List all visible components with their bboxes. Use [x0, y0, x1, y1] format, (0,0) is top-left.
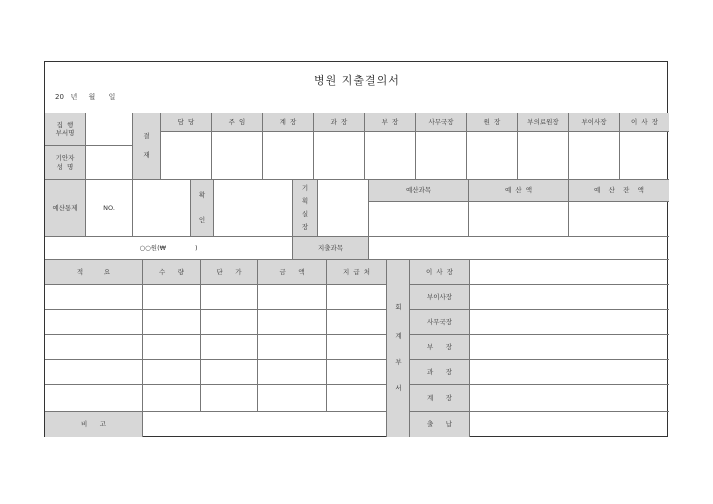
confirm-label: 확 인 [191, 180, 214, 237]
role-header: 주 임 [212, 113, 263, 132]
signature-box[interactable] [212, 132, 263, 180]
expense-account-label: 지출과목 [293, 237, 369, 260]
table-cell[interactable] [201, 360, 258, 385]
accounting-sign-field[interactable] [470, 360, 669, 385]
approval-label: 결 재 [133, 113, 161, 180]
quantity-header: 수 량 [143, 260, 201, 285]
accounting-sign-field[interactable] [470, 285, 669, 310]
accounting-role: 부이사장 [410, 285, 470, 310]
table-cell[interactable] [143, 335, 201, 360]
remarks-label: 비 고 [45, 412, 143, 437]
table-cell[interactable] [327, 285, 387, 310]
total-amount: ○○원(₩ ) [45, 237, 293, 260]
signature-box[interactable] [620, 132, 669, 180]
description-header: 적 요 [45, 260, 143, 285]
budget-item-field[interactable] [369, 202, 469, 237]
table-cell[interactable] [143, 310, 201, 335]
table-cell[interactable] [327, 360, 387, 385]
dept-field[interactable] [86, 113, 133, 146]
payee-header: 지 급 처 [327, 260, 387, 285]
role-header: 부이사장 [569, 113, 620, 132]
accounting-role: 출 납 [410, 412, 470, 437]
table-cell[interactable] [258, 335, 327, 360]
budget-item-header: 예산과목 [369, 180, 469, 202]
table-cell[interactable] [45, 335, 143, 360]
role-header: 담 당 [161, 113, 212, 132]
accounting-role: 이 사 장 [410, 260, 470, 285]
table-cell[interactable] [258, 360, 327, 385]
role-header: 원 장 [467, 113, 518, 132]
planning-director-label: 기 획 실 장 [293, 180, 318, 237]
unit-price-header: 단 가 [201, 260, 258, 285]
drafter-label: 기안자 성 명 [45, 146, 86, 180]
table-cell[interactable] [327, 385, 387, 412]
table-cell[interactable] [201, 335, 258, 360]
no-label: NO. [86, 180, 133, 237]
accounting-role: 부 장 [410, 335, 470, 360]
table-cell[interactable] [45, 310, 143, 335]
accounting-sign-field[interactable] [470, 310, 669, 335]
accounting-role: 과 장 [410, 360, 470, 385]
signature-box[interactable] [416, 132, 467, 180]
signature-box[interactable] [518, 132, 569, 180]
table-cell[interactable] [143, 285, 201, 310]
remarks-field[interactable] [143, 412, 387, 437]
signature-box[interactable] [365, 132, 416, 180]
planning-sign-box[interactable] [318, 180, 369, 237]
role-header: 과 장 [314, 113, 365, 132]
table-cell[interactable] [258, 385, 327, 412]
dept-label: 집 행 부서명 [45, 113, 86, 146]
accounting-sign-field[interactable] [470, 385, 669, 412]
table-cell[interactable] [327, 310, 387, 335]
role-header: 계 장 [263, 113, 314, 132]
budget-amount-field[interactable] [469, 202, 569, 237]
table-cell[interactable] [143, 360, 201, 385]
budget-control-label: 예산통제 [45, 180, 86, 237]
budget-no-field[interactable] [133, 180, 191, 237]
accounting-sign-field[interactable] [470, 260, 669, 285]
role-header: 부의료원장 [518, 113, 569, 132]
table-cell[interactable] [143, 385, 201, 412]
table-cell[interactable] [327, 335, 387, 360]
table-cell[interactable] [201, 285, 258, 310]
role-header: 부 장 [365, 113, 416, 132]
role-header: 사무국장 [416, 113, 467, 132]
budget-amount-header: 예 산 액 [469, 180, 569, 202]
accounting-sign-field[interactable] [470, 335, 669, 360]
date-line: 20 년 월 일 [55, 93, 116, 101]
table-cell[interactable] [45, 360, 143, 385]
signature-box[interactable] [569, 132, 620, 180]
accounting-dept-label: 회 계 부 서 [387, 260, 410, 437]
table-cell[interactable] [258, 285, 327, 310]
expense-account-field[interactable] [369, 237, 669, 260]
budget-balance-header: 예 산 잔 액 [569, 180, 669, 202]
table-cell[interactable] [45, 385, 143, 412]
budget-balance-field[interactable] [569, 202, 669, 237]
signature-box[interactable] [263, 132, 314, 180]
role-header: 이 사 장 [620, 113, 669, 132]
confirm-sign-box[interactable] [214, 180, 293, 237]
table-cell[interactable] [45, 285, 143, 310]
accounting-role: 사무국장 [410, 310, 470, 335]
signature-box[interactable] [314, 132, 365, 180]
signature-box[interactable] [161, 132, 212, 180]
drafter-field[interactable] [86, 146, 133, 180]
form-title: 병원 지출결의서 [314, 74, 400, 87]
signature-box[interactable] [467, 132, 518, 180]
amount-header: 금 액 [258, 260, 327, 285]
table-cell[interactable] [258, 310, 327, 335]
table-cell[interactable] [201, 310, 258, 335]
expense-resolution-form [44, 61, 668, 437]
table-cell[interactable] [201, 385, 258, 412]
accounting-role: 계 장 [410, 385, 470, 412]
accounting-sign-field[interactable] [470, 412, 669, 437]
